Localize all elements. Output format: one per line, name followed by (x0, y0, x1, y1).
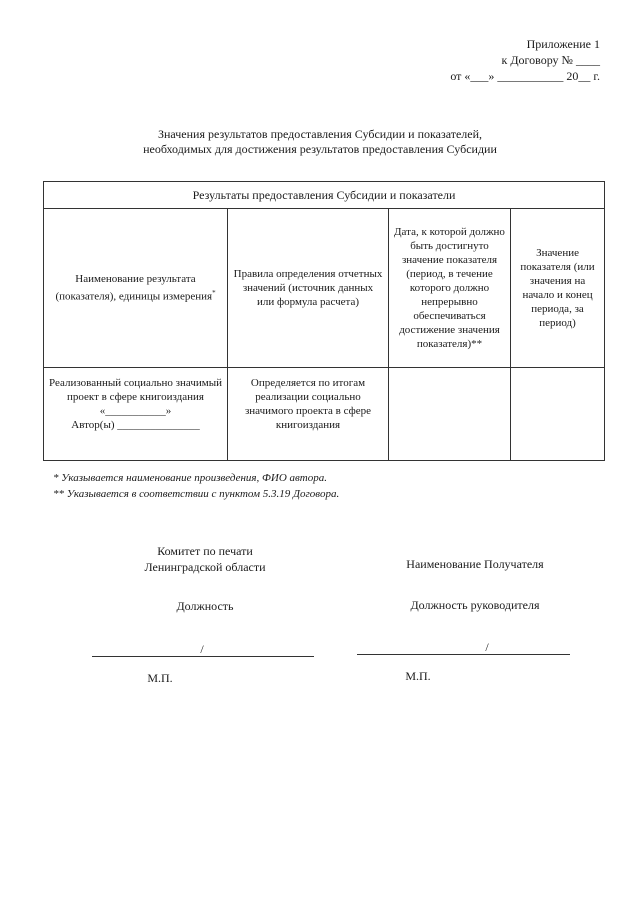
cell-rules: Определяется по итогам реализации социально значимого проекта в сфере книгоиздания (228, 368, 389, 461)
right-stamp-label: М.П. (405, 669, 431, 683)
left-signature-slash: / (200, 642, 204, 656)
left-stamp-label: М.П. (147, 671, 173, 685)
column-header-date: Дата, к которой должно быть достигнуто значение показателя (период, в течение которого должно непрерывно обеспечиваться достижение значения показателя)** (389, 209, 511, 368)
column-header-value: Значение показателя (или значения на начало и конец периода, за период) (511, 209, 605, 368)
left-organization (105, 543, 305, 575)
left-organization-line-1: Комитет по печати (157, 544, 253, 558)
document-title-line-2: необходимых для достижения результатов предоставления Субсидии (143, 142, 497, 156)
right-signature-line (357, 654, 570, 655)
document-title-line-1: Значения результатов предоставления Субсидии и показателей, (157, 127, 483, 141)
appendix-contract-date: от «___» ___________ 20__ г. (450, 69, 600, 83)
table-row (44, 368, 605, 461)
footnote-mark: * (212, 289, 216, 298)
column-header-rules: Правила определения отчетных значений (источник данных или формула расчета) (228, 209, 389, 368)
right-signature-slash: / (485, 640, 489, 654)
cell-result-name (44, 368, 228, 461)
right-organization: Наименование Получателя (406, 557, 544, 571)
document-title (0, 127, 640, 157)
appendix-contract-number: к Договору № ____ (501, 53, 600, 67)
result-name-text: Реализованный социально значимый проект в сфере книгоиздания «___________» (49, 377, 222, 417)
results-table (43, 181, 605, 461)
appendix-title: Приложение 1 (526, 37, 600, 51)
cell-value (511, 368, 605, 461)
right-position: Должность руководителя (410, 598, 540, 612)
footnote-2: ** Указывается в соответствии с пунктом 5.3.19 Договора. (53, 488, 340, 500)
authors-text: Автор(ы) _______________ (71, 419, 200, 431)
footnote-1: * Указывается наименование произведения, ФИО автора. (53, 472, 328, 484)
table-header: Результаты предоставления Субсидии и показатели (44, 182, 605, 209)
left-organization-line-2: Ленинградской области (144, 560, 266, 574)
left-position: Должность (176, 599, 234, 613)
appendix-block (450, 36, 600, 84)
cell-date (389, 368, 511, 461)
column-header-result-name: Наименование результата (показателя), единицы измерения* (44, 209, 228, 368)
